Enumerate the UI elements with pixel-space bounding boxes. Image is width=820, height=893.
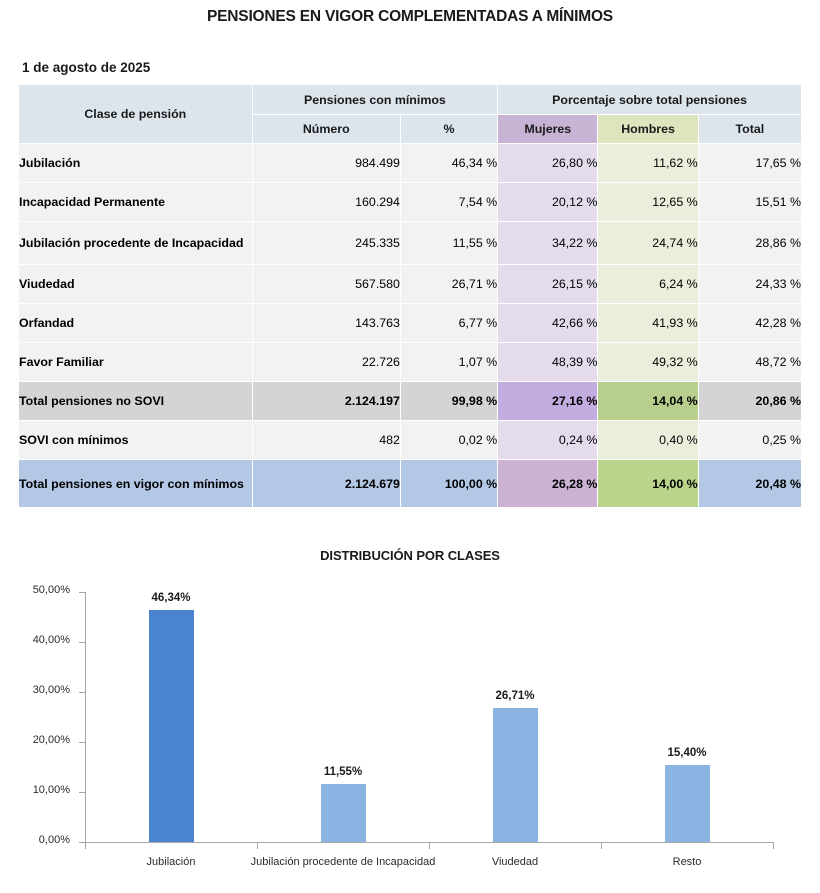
cell-hombres: 12,65 % [598, 183, 698, 222]
table-row [19, 183, 802, 222]
table-row [19, 460, 802, 508]
cell-clase: Viudedad [19, 265, 253, 304]
cell-porcentaje: 1,07 % [400, 343, 497, 382]
cell-total: 48,72 % [698, 343, 801, 382]
cell-mujeres: 20,12 % [498, 183, 598, 222]
table-row [19, 304, 802, 343]
table-row [19, 343, 802, 382]
cell-hombres: 11,62 % [598, 144, 698, 183]
cell-numero: 2.124.197 [252, 382, 400, 421]
header-hombres: Hombres [598, 115, 698, 144]
cell-clase: Incapacidad Permanente [19, 183, 253, 222]
header-numero: Número [252, 115, 400, 144]
cell-total: 24,33 % [698, 265, 801, 304]
cell-hombres: 14,00 % [598, 460, 698, 508]
cell-clase: Jubilación procedente de Incapacidad [19, 222, 253, 265]
bar-value-label: 11,55% [323, 766, 363, 779]
chart-title: DISTRIBUCIÓN POR CLASES [320, 548, 500, 563]
cell-porcentaje: 26,71 % [400, 265, 497, 304]
pensions-table-container [18, 84, 802, 508]
table-row [19, 421, 802, 460]
cell-clase: Favor Familiar [19, 343, 253, 382]
cell-porcentaje: 99,98 % [400, 382, 497, 421]
plot-area [85, 592, 773, 842]
x-tick-mark [601, 842, 602, 849]
table-body [19, 144, 802, 508]
cell-clase: Orfandad [19, 304, 253, 343]
y-tick-label: 50,00% [32, 584, 70, 596]
cell-total: 15,51 % [698, 183, 801, 222]
header-porcentaje: % [400, 115, 497, 144]
bar-value-label: 46,34% [151, 592, 191, 605]
cell-numero: 245.335 [252, 222, 400, 265]
cell-mujeres: 48,39 % [498, 343, 598, 382]
header-group-pensiones-con-minimos: Pensiones con mínimos [252, 85, 498, 115]
cell-mujeres: 26,80 % [498, 144, 598, 183]
cell-hombres: 14,04 % [598, 382, 698, 421]
cell-numero: 984.499 [252, 144, 400, 183]
cell-total: 17,65 % [698, 144, 801, 183]
table-row [19, 144, 802, 183]
category-label: Jubilación procedente de Incapacidad [250, 856, 436, 868]
cell-numero: 22.726 [252, 343, 400, 382]
cell-total: 28,86 % [698, 222, 801, 265]
cell-clase: Total pensiones no SOVI [19, 382, 253, 421]
category-label: Jubilación [146, 856, 196, 868]
header-group-porcentaje-sobre-total: Porcentaje sobre total pensiones [498, 85, 802, 115]
bar-value-label: 15,40% [667, 747, 707, 759]
cell-numero: 2.124.679 [252, 460, 400, 508]
header-clase-de-pension: Clase de pensión [19, 85, 253, 144]
cell-hombres: 0,40 % [598, 421, 698, 460]
cell-total: 0,25 % [698, 421, 801, 460]
cell-clase: Jubilación [19, 144, 253, 183]
cell-numero: 143.763 [252, 304, 400, 343]
cell-porcentaje: 11,55 % [400, 222, 497, 265]
bar-value-label: 26,71% [495, 690, 535, 703]
table-row [19, 222, 802, 265]
x-tick-mark [257, 842, 258, 849]
cell-mujeres: 26,15 % [498, 265, 598, 304]
cell-mujeres: 26,28 % [498, 460, 598, 508]
x-tick-mark [429, 842, 430, 849]
bar-3 [665, 765, 710, 842]
category-label: Viudedad [491, 856, 539, 868]
cell-hombres: 49,32 % [598, 343, 698, 382]
cell-numero: 482 [252, 421, 400, 460]
cell-porcentaje: 100,00 % [400, 460, 497, 508]
cell-hombres: 24,74 % [598, 222, 698, 265]
cell-hombres: 41,93 % [598, 304, 698, 343]
cell-total: 42,28 % [698, 304, 801, 343]
pensions-table [18, 84, 802, 508]
y-tick-label: 0,00% [38, 834, 70, 846]
cell-mujeres: 0,24 % [498, 421, 598, 460]
x-tick-mark [85, 842, 86, 849]
distribution-bar-chart [0, 580, 820, 893]
cell-hombres: 6,24 % [598, 265, 698, 304]
y-tick-label: 40,00% [32, 634, 70, 646]
table-row [19, 382, 802, 421]
table-header-row-groups [19, 85, 802, 115]
y-tick-label: 30,00% [32, 684, 70, 696]
cell-porcentaje: 0,02 % [400, 421, 497, 460]
y-tick-label: 20,00% [32, 734, 70, 746]
category-label: Resto [672, 856, 702, 868]
cell-total: 20,48 % [698, 460, 801, 508]
header-mujeres: Mujeres [498, 115, 598, 144]
cell-total: 20,86 % [698, 382, 801, 421]
bar-0 [149, 610, 194, 842]
cell-mujeres: 27,16 % [498, 382, 598, 421]
bar-2 [493, 708, 538, 842]
y-tick-label: 10,00% [32, 784, 70, 796]
report-date: 1 de agosto de 2025 [22, 60, 151, 75]
table-row [19, 265, 802, 304]
cell-clase: Total pensiones en vigor con mínimos [19, 460, 253, 508]
bar-1 [321, 784, 366, 842]
cell-porcentaje: 6,77 % [400, 304, 497, 343]
cell-clase: SOVI con mínimos [19, 421, 253, 460]
table-head [19, 85, 802, 144]
cell-porcentaje: 7,54 % [400, 183, 497, 222]
cell-mujeres: 34,22 % [498, 222, 598, 265]
cell-numero: 160.294 [252, 183, 400, 222]
cell-porcentaje: 46,34 % [400, 144, 497, 183]
cell-numero: 567.580 [252, 265, 400, 304]
page-title: PENSIONES EN VIGOR COMPLEMENTADAS A MÍNIMOS [207, 8, 613, 25]
header-total: Total [698, 115, 801, 144]
cell-mujeres: 42,66 % [498, 304, 598, 343]
x-tick-mark [773, 842, 774, 849]
